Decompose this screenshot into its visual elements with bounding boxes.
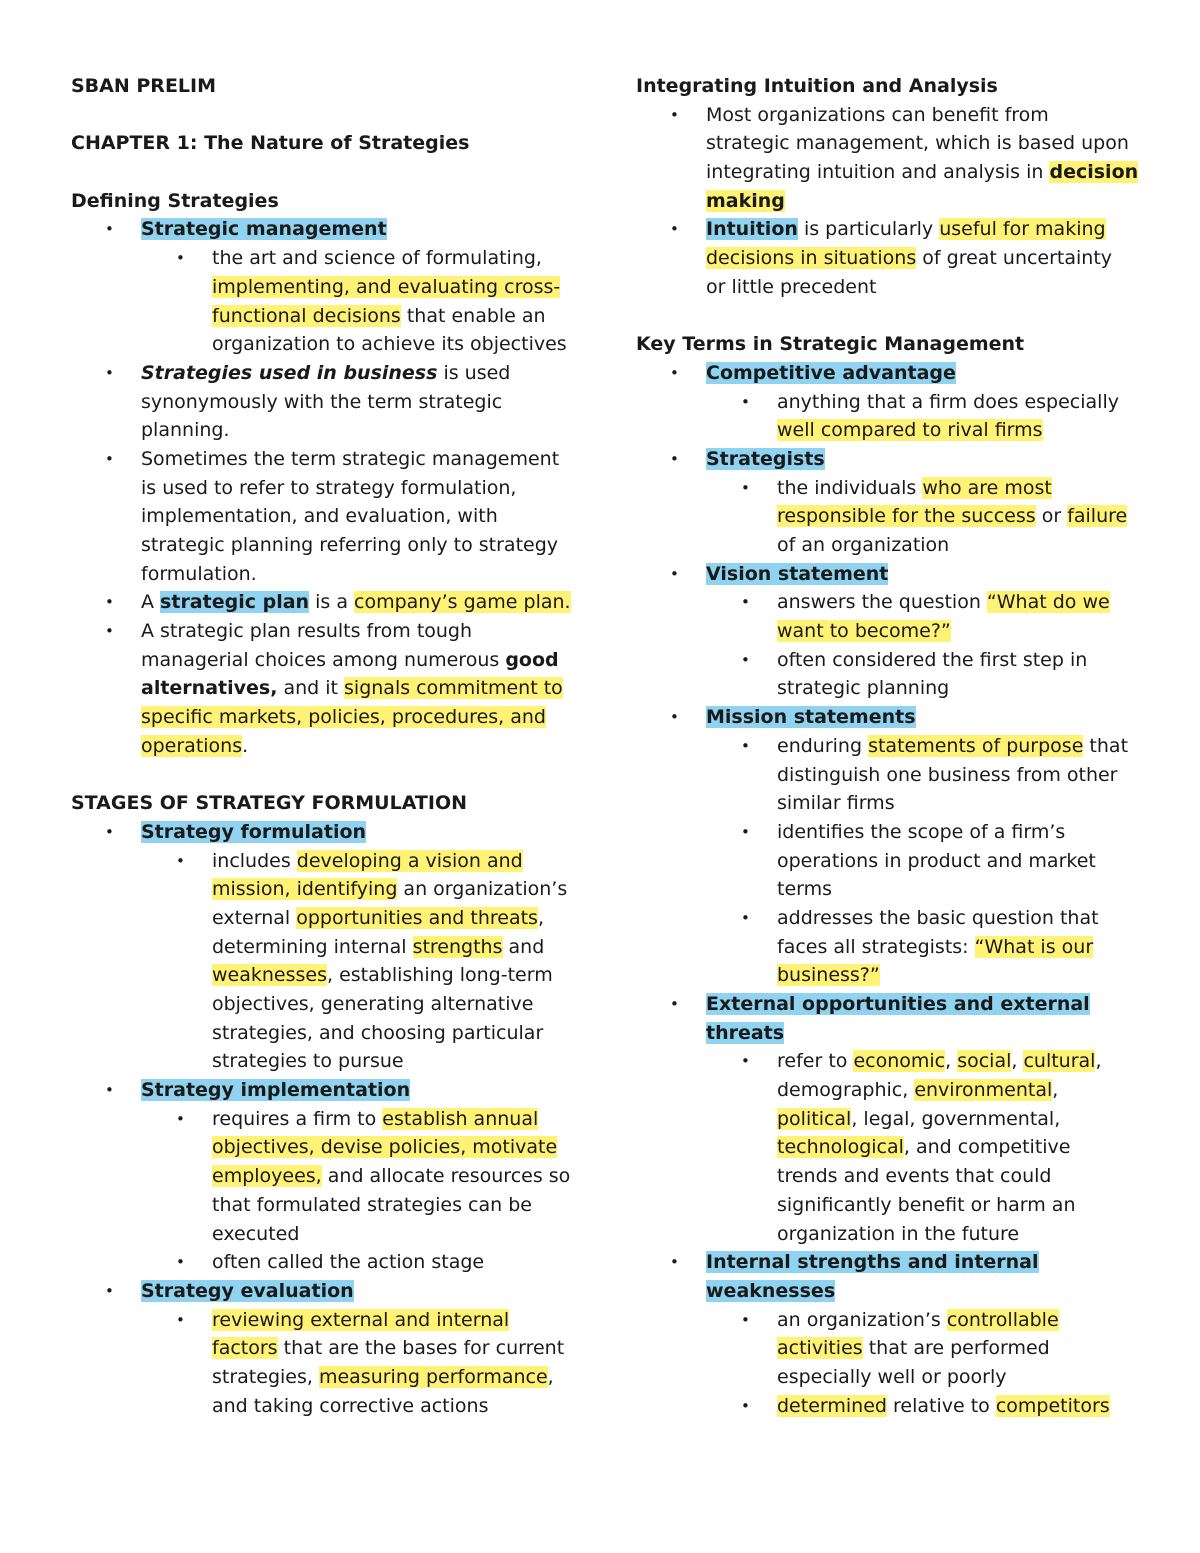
- bullet-icon: •: [105, 822, 114, 841]
- text-segment: identifies the scope of a firm’s: [777, 820, 1066, 843]
- bullet-icon: •: [670, 995, 679, 1013]
- text-line: [71, 359, 571, 388]
- bullet-icon: •: [105, 622, 114, 641]
- text-line: [71, 1047, 571, 1076]
- highlighted-text: determined: [777, 1394, 887, 1417]
- text-segment: often called the action stage: [212, 1251, 485, 1274]
- text-segment: answers the question: [777, 591, 987, 614]
- text-line: [636, 244, 1146, 273]
- text-segment: the art and science of formulating,: [212, 247, 542, 270]
- text-segment: determining internal: [212, 935, 413, 958]
- text-segment: enduring: [777, 734, 869, 757]
- text-line: [71, 847, 571, 876]
- text-segment: relative to: [886, 1394, 996, 1417]
- text-line: [636, 158, 1146, 187]
- text-line: [636, 588, 1146, 617]
- text-segment: strategic management, which is based upon: [706, 132, 1129, 155]
- highlighted-text: economic: [853, 1050, 946, 1073]
- highlighted-text: decision: [1049, 161, 1139, 184]
- key-term: threats: [706, 1021, 785, 1044]
- text-segment: similar firms: [777, 792, 895, 815]
- text-line: [636, 990, 1146, 1019]
- key-term: Strategic management: [141, 218, 387, 241]
- text-segment: and: [502, 935, 545, 958]
- text-line: [636, 1019, 1146, 1048]
- text-line: [636, 818, 1146, 847]
- text-line: [636, 646, 1146, 675]
- text-line: [636, 732, 1146, 761]
- text-line: [71, 1133, 571, 1162]
- bullet-icon: •: [105, 1081, 114, 1100]
- text-segment: alternatives,: [141, 677, 278, 700]
- highlighted-text: want to become?”: [777, 620, 951, 643]
- text-line: [636, 531, 1146, 560]
- bullet-icon: •: [741, 908, 750, 927]
- text-segment: that are the bases for current: [277, 1337, 565, 1360]
- text-line: [71, 244, 571, 273]
- section-heading: [71, 72, 571, 101]
- bullet-icon: •: [741, 736, 750, 755]
- text-segment: , and competitive: [903, 1136, 1071, 1159]
- text-line: [636, 703, 1146, 732]
- text-segment: ,: [1052, 1079, 1059, 1102]
- text-line: [636, 847, 1146, 876]
- text-segment: and taking corrective actions: [212, 1394, 489, 1417]
- highlighted-text: opportunities and threats: [296, 906, 538, 929]
- text-line: [71, 445, 571, 474]
- text-segment: Key Terms in Strategic Management: [636, 333, 1025, 356]
- text-segment: includes: [212, 849, 297, 872]
- highlighted-text: establish annual: [382, 1107, 539, 1130]
- text-line: [636, 1076, 1146, 1105]
- text-line: [71, 1277, 571, 1306]
- bullet-icon: •: [176, 851, 185, 870]
- text-segment: SBAN PRELIM: [71, 75, 217, 97]
- text-segment: good: [505, 648, 559, 671]
- bullet-icon: •: [741, 593, 750, 612]
- highlighted-text: weaknesses: [212, 964, 327, 987]
- highlighted-text: who are most: [922, 476, 1052, 499]
- highlighted-text: activities: [777, 1337, 863, 1360]
- section-heading: [71, 789, 571, 818]
- text-line: [71, 588, 571, 617]
- highlighted-text: measuring performance: [318, 1365, 548, 1388]
- text-line: [71, 416, 571, 445]
- bullet-icon: •: [105, 363, 114, 382]
- highlighted-text: responsible for the success: [777, 505, 1036, 528]
- text-line: [636, 129, 1146, 158]
- text-segment: significantly benefit or harm an: [777, 1193, 1076, 1216]
- text-segment: operations in product and market: [777, 849, 1096, 872]
- bullet-icon: •: [176, 1253, 185, 1272]
- bullet-icon: •: [741, 1396, 750, 1415]
- highlighted-text: environmental: [914, 1079, 1053, 1102]
- key-term: Internal strengths and internal: [706, 1251, 1039, 1274]
- highlighted-text: making: [706, 189, 785, 212]
- text-segment: ,: [1011, 1050, 1024, 1073]
- text-line: [71, 674, 571, 703]
- text-line: [636, 1248, 1146, 1277]
- text-segment: strategies to pursue: [212, 1050, 404, 1073]
- highlighted-text: well compared to rival firms: [777, 419, 1043, 442]
- bullet-icon: •: [670, 363, 679, 382]
- text-segment: Integrating Intuition and Analysis: [636, 75, 998, 97]
- text-segment: that formulated strategies can be: [212, 1193, 532, 1216]
- key-term: Strategy implementation: [141, 1079, 411, 1102]
- text-line: [636, 1047, 1146, 1076]
- text-segment: executed: [212, 1222, 300, 1245]
- bullet-icon: •: [670, 220, 679, 239]
- highlighted-text: strengths: [412, 935, 503, 958]
- text-segment: is a: [309, 591, 355, 614]
- text-line: [636, 961, 1146, 990]
- text-segment: is used: [437, 361, 511, 384]
- text-line: [636, 445, 1146, 474]
- text-line: [71, 1105, 571, 1134]
- text-segment: trends and events that could: [777, 1165, 1052, 1188]
- key-term: Strategy evaluation: [141, 1279, 354, 1302]
- text-line: [71, 502, 571, 531]
- text-line: [71, 1334, 571, 1363]
- blank-line: [71, 101, 571, 130]
- text-segment: , legal, governmental,: [851, 1107, 1061, 1130]
- text-line: [71, 1191, 571, 1220]
- highlighted-text: operations: [141, 734, 243, 757]
- highlighted-text: signals commitment to: [344, 677, 563, 700]
- text-line: [71, 1392, 571, 1421]
- text-segment: integrating intuition and analysis in: [706, 161, 1050, 184]
- text-segment: ,: [945, 1050, 958, 1073]
- bullet-icon: •: [176, 249, 185, 268]
- text-line: [636, 273, 1146, 302]
- text-segment: especially well or poorly: [777, 1365, 1007, 1388]
- highlighted-text: mission, identifying: [212, 878, 398, 901]
- text-line: [636, 1277, 1146, 1306]
- key-term: Intuition: [706, 218, 798, 241]
- text-segment: anything that a firm does especially: [777, 390, 1119, 413]
- text-segment: synonymously with the term strategic: [141, 390, 503, 413]
- text-line: [636, 904, 1146, 933]
- text-line: [71, 531, 571, 560]
- text-line: [636, 1363, 1146, 1392]
- section-heading: [636, 72, 1146, 101]
- text-segment: objectives, generating alternative: [212, 993, 534, 1015]
- text-line: [71, 646, 571, 675]
- text-line: [636, 502, 1146, 531]
- highlighted-text: “What is our: [974, 935, 1094, 958]
- text-line: [71, 560, 571, 589]
- text-segment: and allocate resources so: [321, 1165, 571, 1188]
- highlighted-text: statements of purpose: [868, 734, 1084, 757]
- text-segment: A: [141, 591, 161, 614]
- highlighted-text: useful for making: [939, 218, 1106, 241]
- text-line: [71, 302, 571, 331]
- text-line: [636, 101, 1146, 130]
- bullet-icon: •: [105, 1281, 114, 1300]
- text-line: [636, 187, 1146, 216]
- bullet-icon: •: [741, 1310, 750, 1329]
- text-segment: demographic,: [777, 1079, 915, 1102]
- text-line: [636, 1105, 1146, 1134]
- text-segment: faces all strategists:: [777, 935, 975, 958]
- highlighted-text: company’s game plan.: [354, 591, 571, 614]
- text-line: [636, 215, 1146, 244]
- text-line: [636, 359, 1146, 388]
- text-segment: that: [1083, 734, 1129, 757]
- text-line: [71, 703, 571, 732]
- text-line: [71, 1076, 571, 1105]
- text-line: [71, 818, 571, 847]
- bullet-icon: •: [670, 564, 679, 583]
- highlighted-text: business?”: [777, 964, 880, 987]
- text-line: [636, 474, 1146, 503]
- text-segment: is particularly: [797, 218, 940, 241]
- bullet-icon: •: [670, 708, 679, 727]
- text-line: [636, 875, 1146, 904]
- text-segment: or: [1035, 505, 1068, 528]
- highlighted-text: technological: [777, 1136, 904, 1159]
- bullet-icon: •: [105, 593, 114, 612]
- bullet-icon: •: [105, 220, 114, 239]
- blank-line: [636, 302, 1146, 331]
- highlighted-text: functional decisions: [212, 304, 401, 327]
- bullet-icon: •: [176, 1109, 185, 1128]
- right-column: [636, 72, 1146, 1420]
- highlighted-text: political: [777, 1107, 852, 1130]
- text-segment: formulation.: [141, 562, 257, 585]
- text-line: [71, 1248, 571, 1277]
- bullet-icon: •: [670, 105, 679, 124]
- section-heading: [636, 330, 1146, 359]
- text-segment: CHAPTER 1: The Nature of Strategies: [71, 132, 470, 155]
- text-line: [636, 761, 1146, 790]
- text-line: [71, 388, 571, 417]
- text-segment: refer to: [777, 1050, 854, 1073]
- text-segment: of great uncertainty: [916, 247, 1113, 270]
- text-segment: implementation, and evaluation, with: [141, 505, 498, 528]
- text-segment: terms: [777, 878, 833, 901]
- text-segment: or little precedent: [706, 275, 877, 298]
- key-term: strategic plan: [160, 591, 310, 614]
- key-term: weaknesses: [706, 1279, 836, 1302]
- text-segment: organization to achieve its objectives: [212, 333, 567, 356]
- text-line: [71, 1220, 571, 1249]
- text-segment: strategies, and choosing particular: [212, 1021, 544, 1044]
- bullet-icon: •: [741, 822, 750, 841]
- bullet-icon: •: [176, 1310, 185, 1329]
- text-segment: Most organizations can benefit from: [706, 103, 1049, 126]
- blank-line: [71, 158, 571, 187]
- section-heading: [71, 187, 571, 216]
- text-line: [71, 330, 571, 359]
- highlighted-text: “What do we: [986, 591, 1110, 614]
- highlighted-text: competitors: [995, 1394, 1110, 1417]
- text-line: [71, 215, 571, 244]
- text-line: [71, 474, 571, 503]
- text-segment: organization in the future: [777, 1222, 1020, 1245]
- highlighted-text: specific markets, policies, procedures, and: [141, 706, 546, 729]
- text-segment: strategic planning referring only to strategy: [141, 534, 559, 556]
- text-segment: and it: [277, 677, 345, 700]
- text-segment: of an organization: [777, 534, 950, 556]
- bullet-icon: •: [741, 1052, 750, 1071]
- text-line: [636, 1191, 1146, 1220]
- highlighted-text: cultural: [1023, 1050, 1096, 1073]
- highlighted-text: social: [957, 1050, 1012, 1073]
- highlighted-text: implementing, and evaluating cross-: [212, 275, 561, 298]
- text-line: [636, 617, 1146, 646]
- text-segment: ,: [537, 906, 544, 929]
- text-segment: ,: [1095, 1050, 1102, 1073]
- text-segment: an organization’s: [397, 878, 568, 901]
- text-line: [71, 732, 571, 761]
- highlighted-text: developing a vision and: [296, 849, 523, 872]
- text-segment: the individuals: [777, 476, 923, 499]
- text-segment: Sometimes the term strategic management: [141, 447, 560, 470]
- text-segment: managerial choices among numerous: [141, 648, 506, 671]
- text-line: [636, 1334, 1146, 1363]
- bullet-icon: •: [741, 650, 750, 669]
- bullet-icon: •: [670, 1253, 679, 1272]
- text-line: [71, 1019, 571, 1048]
- text-segment: ,: [547, 1365, 554, 1388]
- highlighted-text: reviewing external and internal: [212, 1308, 510, 1331]
- key-term: Competitive advantage: [706, 361, 956, 384]
- text-line: [636, 1162, 1146, 1191]
- key-term: Strategy formulation: [141, 820, 367, 843]
- text-line: [71, 933, 571, 962]
- text-segment: distinguish one business from other: [777, 763, 1118, 786]
- text-segment: that are performed: [862, 1337, 1050, 1360]
- text-segment: addresses the basic question that: [777, 906, 1099, 929]
- highlighted-text: controllable: [946, 1308, 1059, 1331]
- text-line: [71, 990, 571, 1019]
- key-term: Mission statements: [706, 706, 916, 729]
- bullet-icon: •: [670, 449, 679, 468]
- highlighted-text: employees,: [212, 1165, 322, 1188]
- text-line: [636, 560, 1146, 589]
- text-segment: Defining Strategies: [71, 189, 279, 212]
- text-line: [636, 789, 1146, 818]
- text-line: [71, 1363, 571, 1392]
- text-segment: often considered the first step in: [777, 648, 1088, 671]
- text-segment: , establishing long-term: [327, 964, 553, 987]
- text-line: [636, 1220, 1146, 1249]
- text-segment: requires a firm to: [212, 1107, 383, 1130]
- text-segment: strategies,: [212, 1365, 319, 1388]
- text-line: [636, 1306, 1146, 1335]
- text-line: [71, 961, 571, 990]
- text-segment: planning.: [141, 419, 230, 442]
- blank-line: [71, 761, 571, 790]
- text-line: [636, 1133, 1146, 1162]
- key-term: Strategists: [706, 447, 825, 470]
- text-line: [636, 933, 1146, 962]
- section-heading: [71, 129, 571, 158]
- highlighted-text: decisions in situations: [706, 247, 917, 270]
- text-line: [636, 1392, 1146, 1421]
- highlighted-text: factors: [212, 1337, 278, 1360]
- text-line: [71, 875, 571, 904]
- bullet-icon: •: [741, 392, 750, 411]
- text-segment: A strategic plan results from tough: [141, 620, 473, 643]
- text-line: [636, 416, 1146, 445]
- key-term: Vision statement: [706, 562, 889, 585]
- highlighted-text: failure: [1067, 505, 1128, 528]
- text-line: [636, 674, 1146, 703]
- left-column: [71, 72, 571, 1420]
- text-segment: .: [242, 734, 249, 757]
- text-segment: Strategies used in business: [141, 361, 438, 384]
- text-segment: strategic planning: [777, 677, 950, 700]
- text-segment: that enable an: [400, 304, 546, 327]
- text-line: [71, 904, 571, 933]
- text-line: [71, 617, 571, 646]
- text-segment: external: [212, 906, 297, 929]
- text-segment: is used to refer to strategy formulation,: [141, 476, 517, 499]
- text-line: [71, 1162, 571, 1191]
- highlighted-text: objectives, devise policies, motivate: [212, 1136, 558, 1159]
- bullet-icon: •: [105, 449, 114, 468]
- text-segment: STAGES OF STRATEGY FORMULATION: [71, 792, 468, 815]
- bullet-icon: •: [741, 478, 750, 497]
- key-term: External opportunities and external: [706, 993, 1090, 1015]
- text-segment: an organization’s: [777, 1308, 947, 1331]
- text-line: [71, 273, 571, 302]
- text-line: [636, 388, 1146, 417]
- text-line: [71, 1306, 571, 1335]
